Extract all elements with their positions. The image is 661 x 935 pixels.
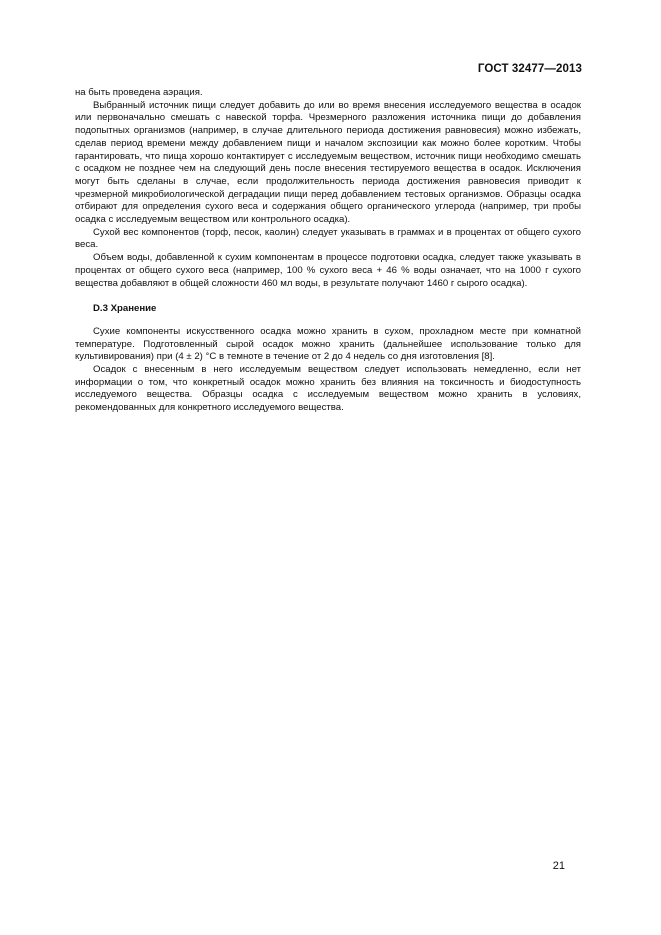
document-header: ГОСТ 32477—2013 xyxy=(477,63,582,75)
paragraph-dry-weight: Сухой вес компонентов (торф, песок, каолин) следует указывать в граммах и в процентах от общего сухого веса. xyxy=(75,226,581,251)
section-title: D.3 Хранение xyxy=(93,303,157,315)
page-number: 21 xyxy=(552,860,565,872)
document-body xyxy=(75,87,581,415)
paragraph-continuation: на быть проведена аэрация. xyxy=(75,87,203,98)
paragraph-water-volume: Объем воды, добавленной к сухим компонентам в процессе подготовки осадка, следует также указывать в процентах от общего сухого веса (например, 100 % сухого веса + 46 % воды означает, что на 1000 г сухого вещества добавляют в общей сложности 460 мл воды, в результате получают 1460 г сырого осадка). xyxy=(75,252,581,289)
paragraph-storage-components: Сухие компоненты искусственного осадка можно хранить в сухом, прохладном месте при комнатной температуре. Подготовленный сырой осадок можно хранить (дальнейшее использование только для культивирования) при (4 ± 2) °С в темноте в течение от 2 до 4 недель со дня изготовления [8]. xyxy=(75,325,581,363)
paragraph-food-source: Выбранный источник пищи следует добавить до или во время внесения исследуемого вещества в осадок или первоначально смешать с навеской торфа. Чрезмерного разложения источника пищи до добавления подопытных организмов (например, в случае длительного периода достижения равновесия) можно избежать, сделав период времени между добавлением пищи и началом экспозиции как можно более коротким. Чтобы гарантировать, что пища хорошо контактирует с исследуемым веществом, источник пищи необходимо смешать с осадком не позднее чем на следующий день после внесения тестируемого вещества в осадок. Исключения могут быть сделаны в случае, если продолжительность периода достижения равновесия приводит к чрезмерной микробиологической деградации пищи перед добавлением тестовых организмов. Образцы осадка отбирают для определения сухого веса и содержания общего органического углерода (например, три пробы осадка с исследуемым веществом или контрольного осадка). xyxy=(75,99,581,226)
paragraph-storage-spiked-sediment: Осадок с внесенным в него исследуемым веществом следует использовать немедленно, если нет информации о том, что конкретный осадок можно хранить без влияния на токсичность и биодоступность исследуемого вещества. Образцы осадка с исследуемым веществом можно хранить в условиях, рекомендованных для конкретного исследуемого вещества. xyxy=(75,364,581,414)
